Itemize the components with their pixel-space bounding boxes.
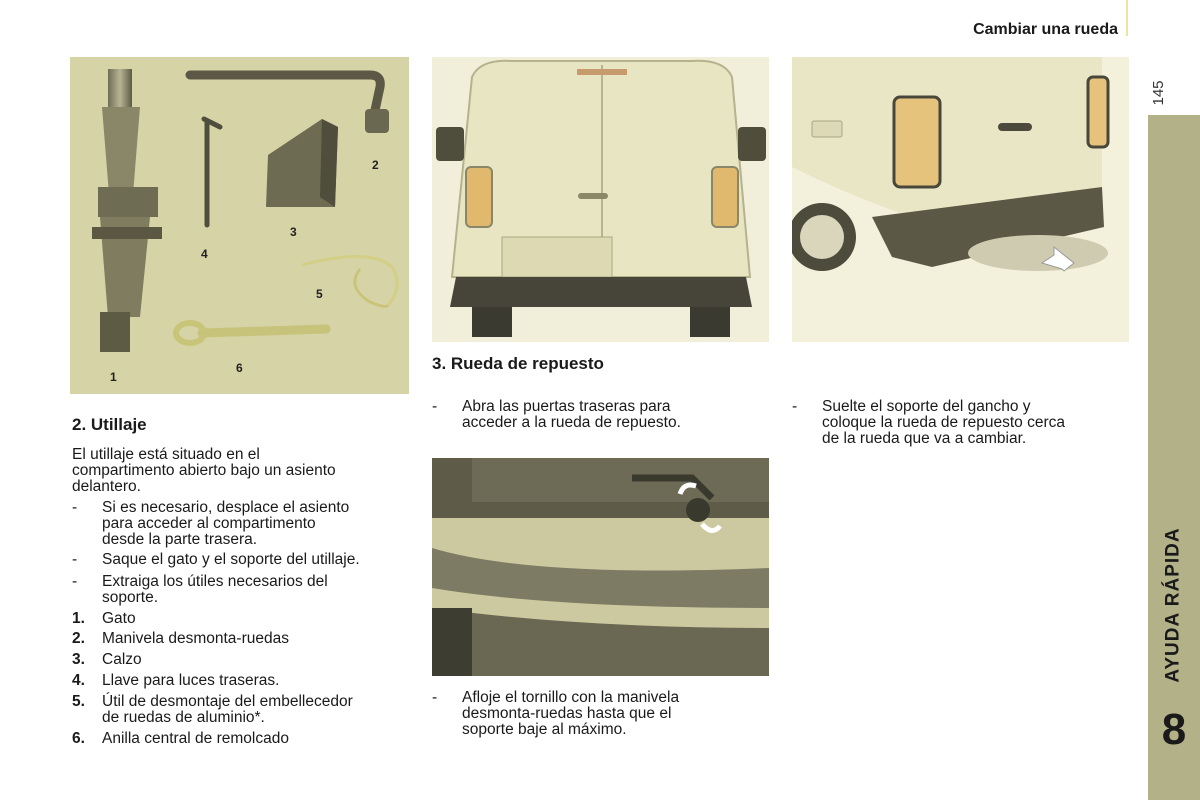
callout-2: 2 — [372, 158, 379, 172]
item-number: 4. — [72, 672, 85, 689]
chapter-tab-label — [1148, 500, 1200, 710]
callout-1: 1 — [110, 370, 117, 384]
callout-6: 6 — [236, 361, 243, 375]
section-title-utillaje: 2. Utillaje — [72, 415, 147, 434]
item-line: Anilla central de remolcado — [102, 730, 289, 747]
step-line: desmonta-ruedas hasta que el — [462, 705, 672, 722]
light-key-icon — [204, 119, 220, 225]
list-dash: - — [432, 398, 438, 415]
utillaje-intro — [72, 447, 336, 495]
tool-item-2 — [72, 631, 412, 649]
item-line: Útil de desmontaje del embellecedor — [102, 693, 353, 710]
utillaje-intro-line: El utillaje está situado en el — [72, 446, 260, 463]
callout-3: 3 — [290, 225, 297, 239]
step-line: coloque la rueda de repuesto cerca — [822, 414, 1065, 431]
list-dash: - — [72, 551, 78, 568]
header-divider — [1126, 0, 1128, 36]
list-dash: - — [72, 499, 78, 516]
callout-4: 4 — [201, 247, 208, 261]
item-number: 2. — [72, 630, 85, 647]
rueda-step-release-support — [792, 399, 1132, 449]
step-line: Saque el gato y el soporte del utillaje. — [102, 551, 360, 568]
jack-icon — [92, 69, 162, 352]
van-rear-drawing — [432, 57, 769, 342]
item-line: Calzo — [102, 651, 142, 668]
tools-illustration — [70, 57, 409, 394]
tool-item-1 — [72, 611, 412, 629]
step-line: Afloje el tornillo con la manivela — [462, 689, 680, 706]
bolt-drawing — [432, 458, 769, 676]
step-line: de la rueda que va a cambiar. — [822, 430, 1027, 447]
callout-5: 5 — [316, 287, 323, 301]
item-line: Llave para luces traseras. — [102, 672, 280, 689]
rear-spare-wheel-drawing — [792, 57, 1129, 342]
utillaje-step-1 — [72, 500, 412, 550]
page-header-title: Cambiar una rueda — [973, 21, 1118, 38]
list-dash: - — [792, 398, 798, 415]
step-line: Extraiga los útiles necesarios del — [102, 573, 328, 590]
step-line: Si es necesario, desplace el asiento — [102, 499, 350, 516]
tools-drawing — [70, 57, 409, 394]
item-line: Manivela desmonta-ruedas — [102, 630, 289, 647]
tool-item-4 — [72, 673, 412, 691]
item-number: 3. — [72, 651, 85, 668]
tool-item-3 — [72, 652, 412, 670]
item-number: 5. — [72, 693, 85, 710]
utillaje-step-2 — [72, 552, 412, 570]
tool-item-5 — [72, 694, 412, 728]
chapter-number: 8 — [1161, 705, 1187, 754]
step-line: soporte baje al máximo. — [462, 721, 627, 738]
rueda-step-open-doors — [432, 399, 768, 433]
list-dash: - — [432, 689, 438, 706]
step-line: acceder a la rueda de repuesto. — [462, 414, 681, 431]
step-line: para acceder al compartimento — [102, 515, 316, 532]
step-line: Abra las puertas traseras para — [462, 398, 671, 415]
step-line: desde la parte trasera. — [102, 531, 258, 548]
van-rear-illustration — [432, 57, 769, 342]
chapter-tab-label-text: AYUDA RÁPIDA — [1163, 527, 1185, 683]
utillaje-step-3 — [72, 574, 412, 608]
page-number: 145 — [1149, 80, 1167, 106]
rueda-step-loosen-bolt — [432, 690, 768, 740]
utillaje-intro-line: delantero. — [72, 478, 141, 495]
section-title-rueda-repuesto: 3. Rueda de repuesto — [432, 354, 604, 373]
spare-wheel-bolt-illustration — [432, 458, 769, 676]
item-line: Gato — [102, 610, 136, 627]
list-dash: - — [72, 573, 78, 590]
tool-item-6 — [72, 731, 412, 749]
step-line: soporte. — [102, 589, 159, 606]
item-number: 1. — [72, 610, 85, 627]
wheel-chock-icon — [266, 119, 338, 207]
rear-spare-wheel-illustration — [792, 57, 1129, 342]
item-number: 6. — [72, 730, 85, 747]
step-line: Suelte el soporte del gancho y — [822, 398, 1031, 415]
item-line: de ruedas de aluminio*. — [102, 709, 265, 726]
utillaje-intro-line: compartimento abierto bajo un asiento — [72, 462, 336, 479]
tow-ring-icon — [176, 323, 326, 343]
